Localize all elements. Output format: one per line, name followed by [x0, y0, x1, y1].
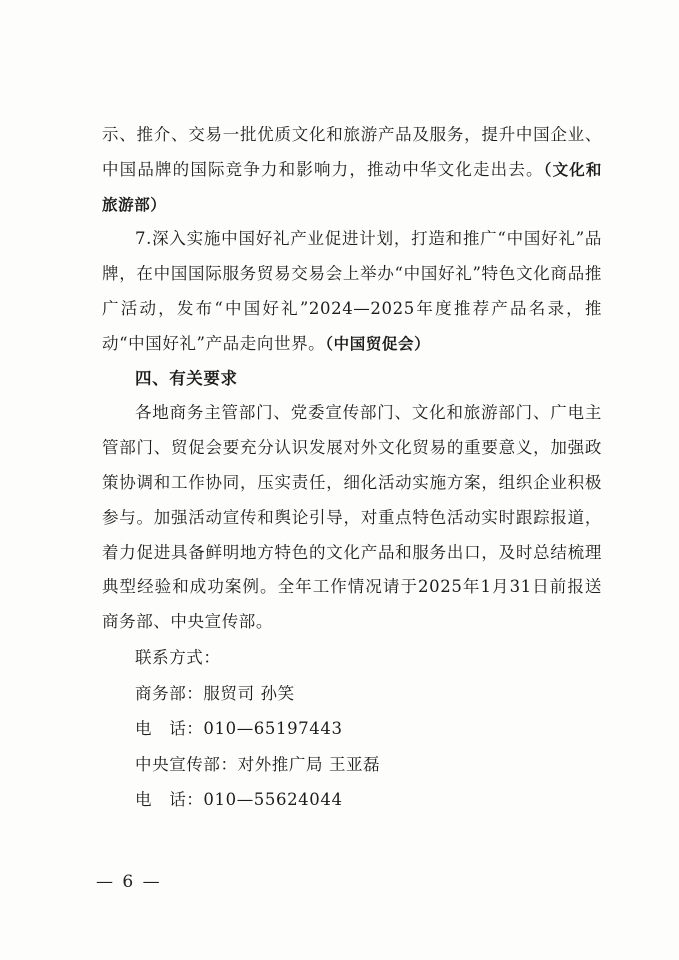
section-heading: 四、有关要求	[135, 368, 238, 388]
section-body: 各地商务主管部门、党委宣传部门、文化和旅游部门、广电主管部门、贸促会要充分认识发展对外文化贸易的重要意义，加强政策协调和工作协同，压实责任，细化活动实施方案，组织企业积极参与。加强活动宣传和舆论引导，对重点特色活动实时跟踪报道，着力促进具备鲜明地方特色的文化产品和服务出口，及时总结梳理典型经验和成功案例。全年工作情况请于2025年1月31日前报送商务部、中央宣传部。	[102, 403, 602, 632]
document-body	[102, 118, 602, 818]
contact-mofcom-phone: 电 话：010—65197443	[135, 719, 343, 739]
contact-publicity: 中央宣传部：对外推广局 王亚磊	[135, 754, 381, 774]
paragraph-text: 7.深入实施中国好礼产业促进计划，打造和推广“中国好礼”品牌，在中国国际服务贸易交易会上举办“中国好礼”特色文化商品推广活动，发布“中国好礼”2024—2025年度推荐产品名录，推动“中国好礼”产品走向世界。	[102, 229, 602, 353]
responsible-department: （中国贸促会）	[325, 334, 431, 353]
paragraph-culture-tourism	[102, 118, 602, 222]
contact-title: 联系方式：	[135, 647, 221, 667]
responsible-department: （文化和旅游部）	[102, 160, 603, 214]
contact-mofcom: 商务部：服贸司 孙笑	[135, 683, 295, 703]
contact-publicity-phone: 电 话：010—55624044	[135, 790, 343, 810]
paragraph-text: 示、推介、交易一批优质文化和旅游产品及服务，提升中国企业、中国品牌的国际竞争力和影响力，推动中华文化走出去。	[102, 125, 602, 179]
page-number: — 6 —	[96, 872, 162, 892]
paragraph-china-good-gifts	[102, 222, 602, 361]
